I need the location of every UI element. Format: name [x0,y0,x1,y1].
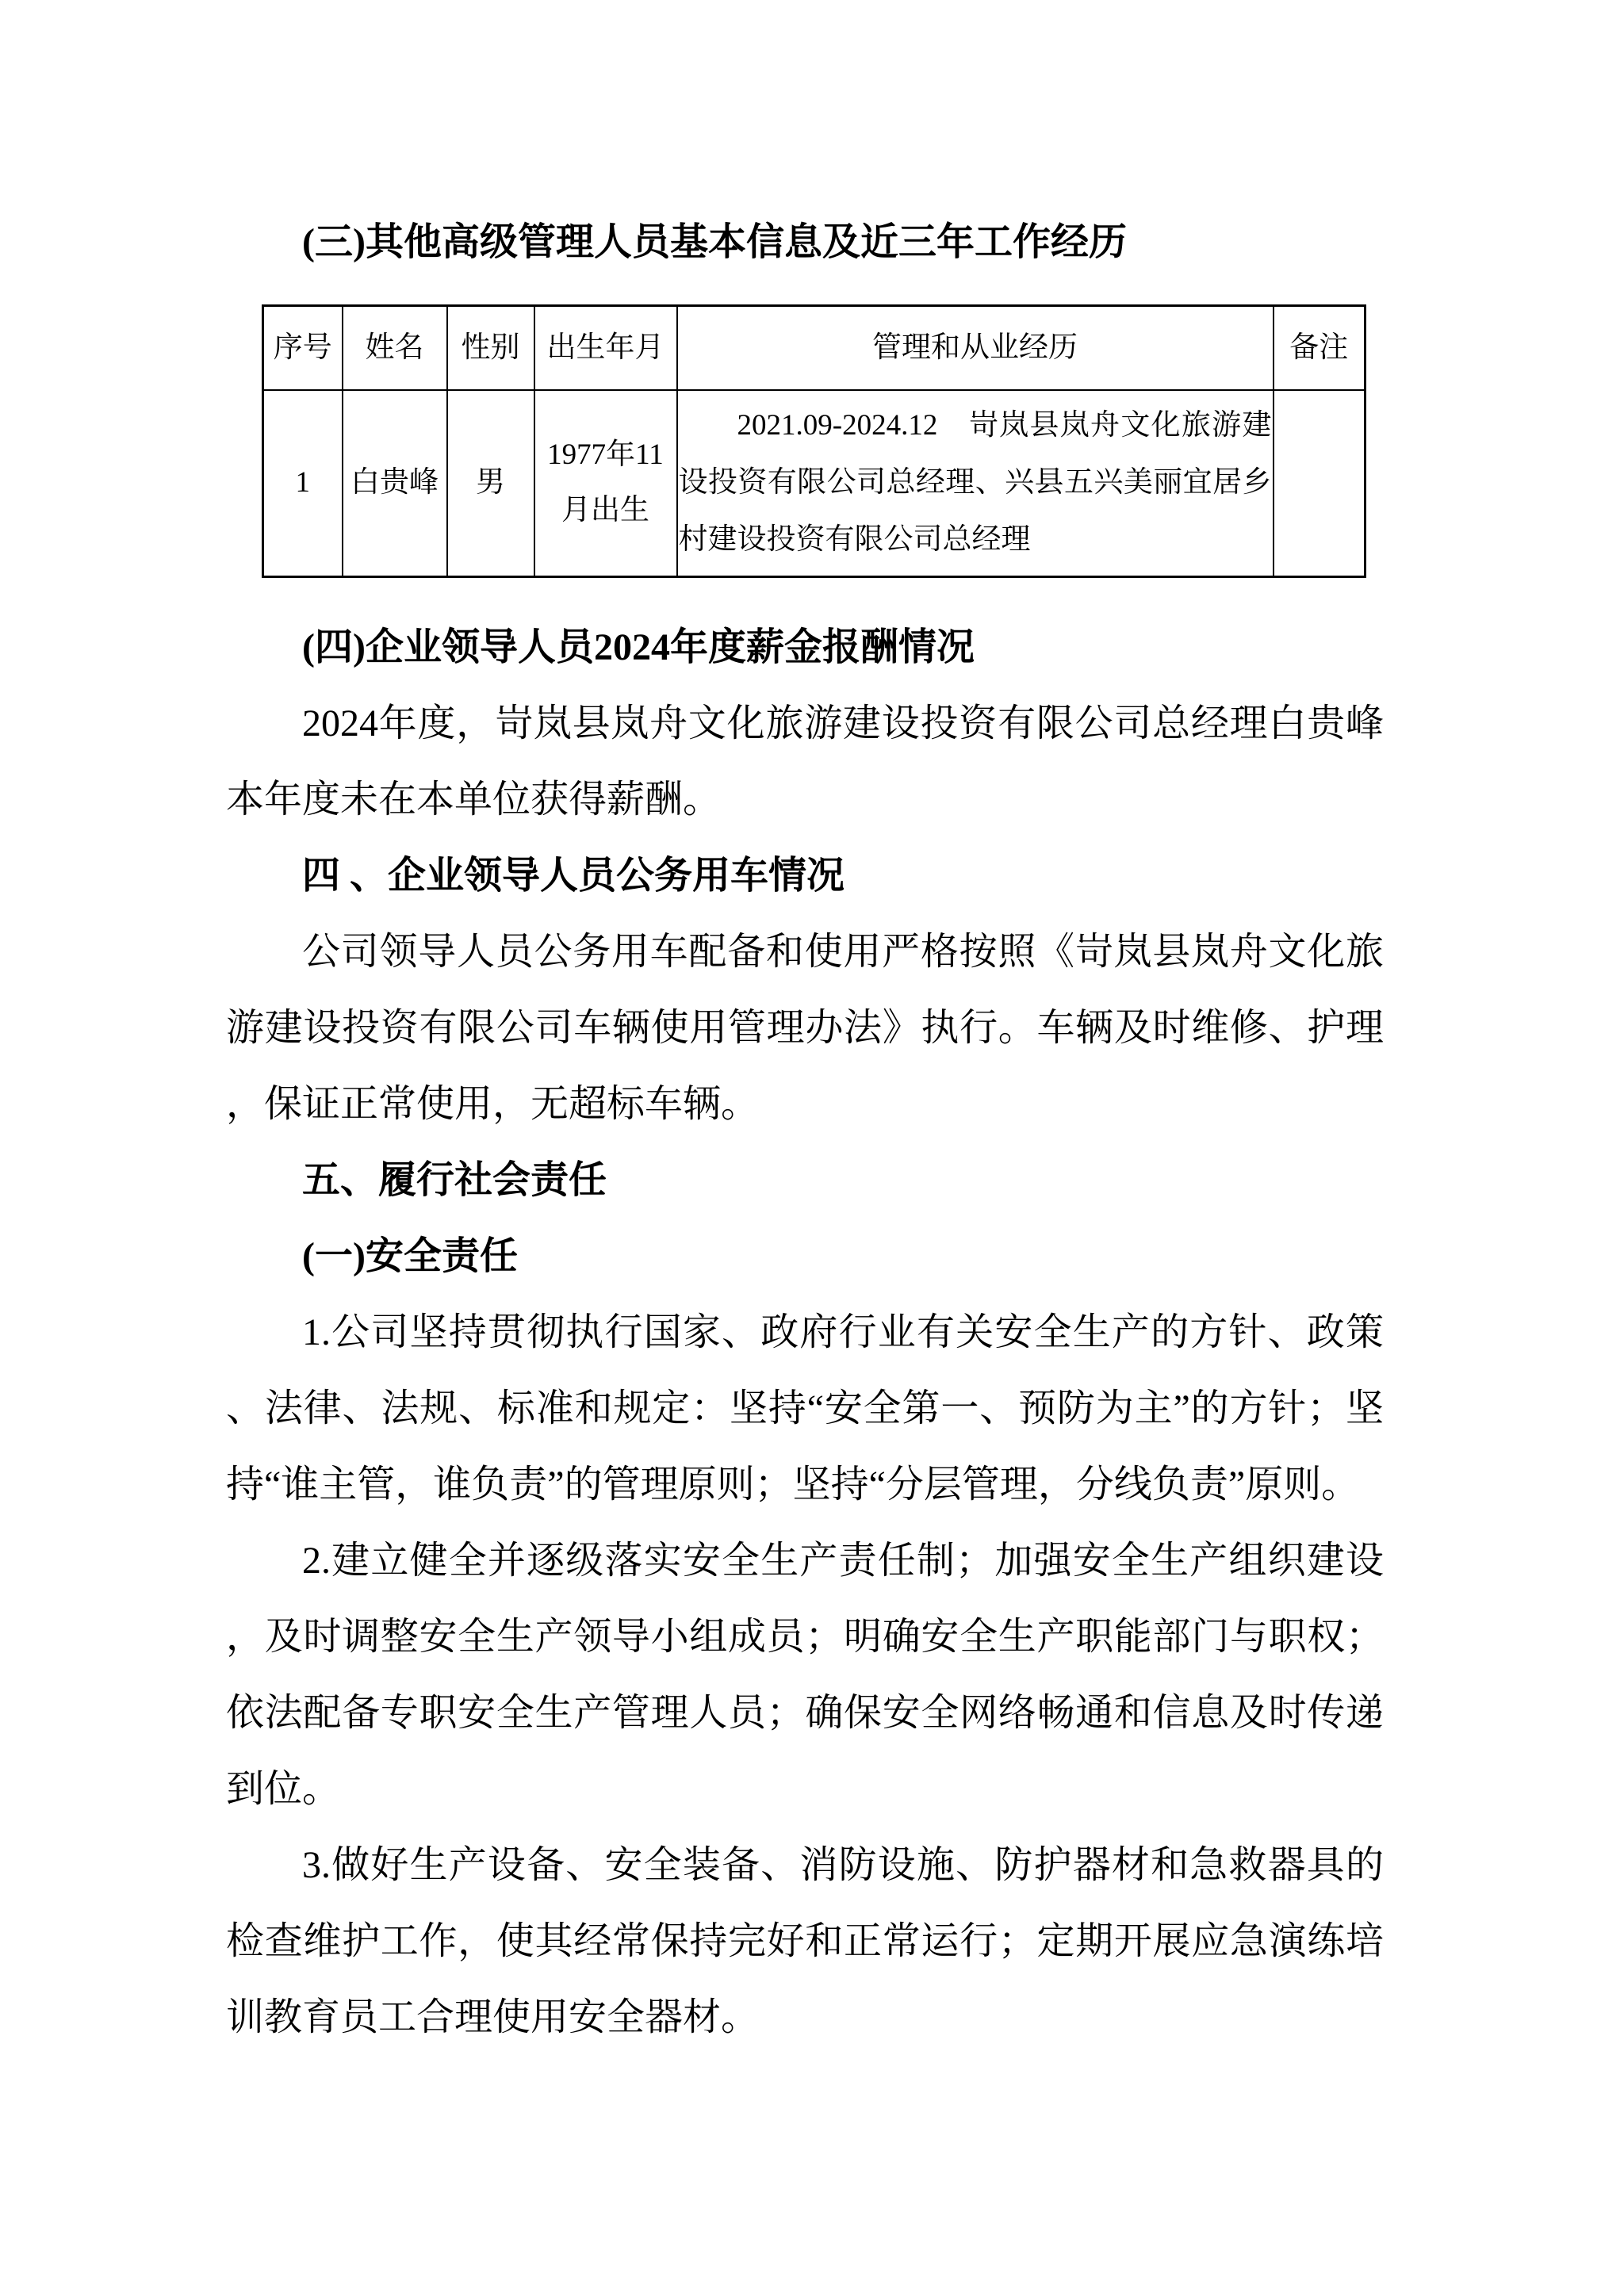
column-header-experience: 管理和从业经历 [677,306,1274,390]
column-header-name: 姓名 [343,306,447,390]
heading-social-responsibility: 五、履行社会责任 [302,1159,607,1201]
cell-remark [1274,390,1365,577]
cell-experience: 2021.09-2024.12 岢岚县岚舟文化旅游建设投资有限公司总经理、兴县五兴美丽宜居乡村建设投资有限公司总经理 [677,390,1274,577]
column-header-birth: 出生年月 [534,306,677,390]
paragraph-vehicles: 公司领导人员公务用车配备和使用严格按照《岢岚县岚舟文化旅游建设投资有限公司车辆使用管理办法》执行。车辆及时维修、护理，保证正常使用，无超标车辆。 [226,931,1384,1125]
paragraph-safety-3: 3.做好生产设备、安全装备、消防设施、防护器材和急救器具的检查维护工作，使其经常保持完好和正常运行；定期开展应急演练培训教育员工合理使用安全器材。 [226,1844,1384,2038]
heading-safety-responsibility: (一)安全责任 [302,1235,518,1277]
table-row-manager-1 [263,390,1365,577]
table-header-row [263,306,1365,390]
paragraph-safety-2: 2.建立健全并逐级落实安全生产责任制；加强安全生产组织建设，及时调整安全生产领导小组成员；明确安全生产职能部门与职权；依法配备专职安全生产管理人员；确保安全网络畅通和信息及时传递到位。 [226,1540,1384,1810]
heading-official-vehicles: 四 、企业领导人员公务用车情况 [302,855,845,897]
column-header-remark: 备注 [1274,306,1365,390]
paragraph-safety-1: 1.公司坚持贯彻执行国家、政府行业有关安全生产的方针、政策、法律、法规、标准和规定：坚持“安全第一、预防为主”的方针；坚持“谁主管，谁负责”的管理原则；坚持“分层管理，分线负责”原则。 [226,1311,1384,1506]
cell-index: 1 [263,390,343,577]
cell-gender: 男 [447,390,534,577]
column-header-index: 序号 [263,306,343,390]
heading-salary-2024: (四)企业领导人员2024年度薪金报酬情况 [302,626,975,668]
cell-name: 白贵峰 [343,390,447,577]
cell-birth: 1977年11月出生 [534,390,677,577]
senior-managers-table [262,304,1366,578]
heading-other-senior-managers: (三)其他高级管理人员基本信息及近三年工作经历 [302,221,1127,263]
paragraph-salary: 2024年度，岢岚县岚舟文化旅游建设投资有限公司总经理白贵峰本年度未在本单位获得薪酬。 [226,702,1384,821]
column-header-gender: 性别 [447,306,534,390]
